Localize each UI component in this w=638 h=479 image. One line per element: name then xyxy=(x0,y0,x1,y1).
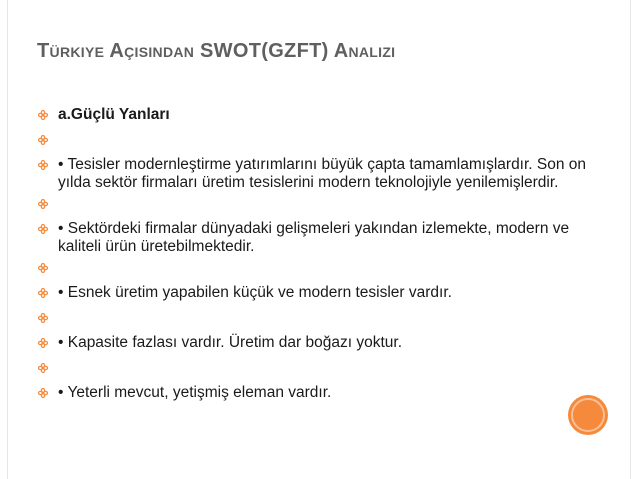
four-petal-flower-icon xyxy=(38,135,48,145)
bullet-item xyxy=(38,309,598,331)
title-word-4-rest: NALIZI xyxy=(348,44,396,60)
title-word-4-cap: A xyxy=(333,40,349,62)
four-petal-flower-icon xyxy=(38,199,48,209)
bullet-text: • Kapasite fazlası vardır. Üretim dar boğazı yoktur. xyxy=(58,334,402,351)
right-border-line xyxy=(630,0,631,479)
four-petal-flower-icon xyxy=(38,338,48,348)
bullet-item xyxy=(38,334,598,356)
bullet-item xyxy=(38,220,598,256)
four-petal-flower-icon xyxy=(38,288,48,298)
slide-title xyxy=(37,40,395,63)
four-petal-flower-icon xyxy=(38,313,48,323)
bullet-item xyxy=(38,106,598,128)
four-petal-flower-icon xyxy=(38,110,48,120)
bullet-item xyxy=(38,156,598,192)
bullet-text: • Tesisler modernleştirme yatırımlarını büyük çapta tamamlamışlardır. Son on yılda sektör firmaları üretim tesislerini modern teknolojiyle yenilemişlerdir. xyxy=(58,156,587,191)
bullet-item xyxy=(38,195,598,217)
bullet-item xyxy=(38,259,598,281)
bullet-item xyxy=(38,284,598,306)
four-petal-flower-icon xyxy=(38,224,48,234)
four-petal-flower-icon xyxy=(38,388,48,398)
title-word-3: SWOT(GZFT) xyxy=(200,40,329,62)
bullet-item xyxy=(38,384,598,406)
bullet-list xyxy=(38,106,598,409)
left-border-line xyxy=(7,0,8,479)
title-word-1-cap: T xyxy=(37,40,50,62)
bullet-text: • Esnek üretim yapabilen küçük ve modern tesisler vardır. xyxy=(58,284,452,301)
bullet-text: • Yeterli mevcut, yetişmiş eleman vardır. xyxy=(58,384,332,401)
bullet-item xyxy=(38,359,598,381)
four-petal-flower-icon xyxy=(38,160,48,170)
four-petal-flower-icon xyxy=(38,263,48,273)
four-petal-flower-icon xyxy=(38,363,48,373)
bullet-text: • Sektördeki firmalar dünyadaki gelişmeleri yakından izlemekte, modern ve kaliteli ürün üretebilmektedir. xyxy=(58,220,570,255)
title-word-2-rest: ÇISINDAN xyxy=(124,44,195,60)
title-word-2-cap: A xyxy=(109,40,125,62)
bullet-text: a.Güçlü Yanları xyxy=(58,106,170,123)
decorative-orange-circle xyxy=(568,395,608,435)
title-word-1-rest: ÜRKIYE xyxy=(49,44,105,60)
bullet-item xyxy=(38,131,598,153)
